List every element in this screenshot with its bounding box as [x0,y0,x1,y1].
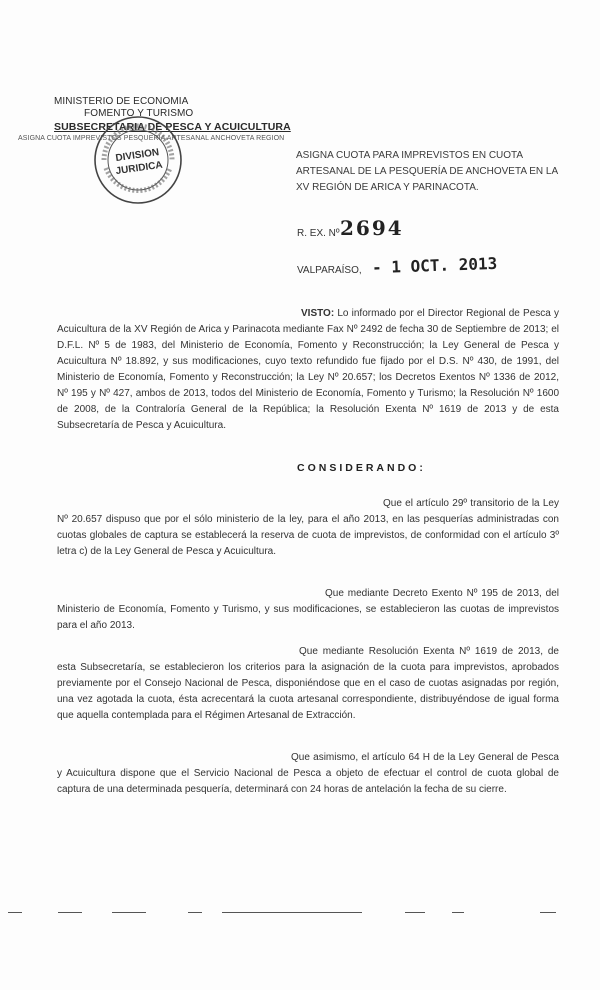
stamp-text-division: DIVISION [114,147,160,165]
header-reference: ASIGNA CUOTA IMPREVISTOS PESQUERIA ARTESANAL ANCHOVETA REGION [18,135,285,142]
footer-rule [222,912,362,913]
visto-label: VISTO: [301,308,335,319]
resolution-label: R. EX. Nº [297,228,340,239]
considerando-paragraph-2: Que mediante Decreto Exento Nº 195 de 2013, del Ministerio de Economía, Fomento y Turismo, y sus modificaciones, se establecieron las cuotas de imprevistos para el año 2013. [57,588,559,631]
footer-rule [112,912,146,913]
resolution-number: 2694 [340,216,404,240]
considerando-paragraph-3: Que mediante Resolución Exenta Nº 1619 de 2013, de esta Subsecretaría, se establecieron los criterios para la asignación de la cuota para imprevistos, aprobados previamente por el Consejo Nacional de Pesca, disponiéndose que en el caso de cuotas asignadas por región, una vez agotada la cuota, ésta acrecentará la cuota artesanal correspondiente, distribuyéndose de igual forma que aquella contemplada para el Régimen Artesanal de Extracción. [57,646,559,721]
undersecretariat-name: SUBSECRETARIA DE PESCA Y ACUICULTURA [54,121,291,133]
footer-rule [188,912,202,913]
considerando-paragraph-4: Que asimismo, el artículo 64 H de la Ley General de Pesca y Acuicultura dispone que el Servicio Nacional de Pesca a objeto de efectuar el control de cuota global de captura de una determinada pesquería, determinará con 24 horas de antelación la fecha de su cierre. [57,752,559,795]
visto-text: Lo informado por el Director Regional de Pesca y Acuicultura de la XV Región de Arica y Parinacota mediante Fax Nº 2492 de fecha 30 de Septiembre de 2013; el D.F.L. Nº 5 de 1983, del Ministerio de Economía, Fomento y Reconstrucción; la Ley General de Pesca y Acuicultura Nº 18.892, y sus modificaciones, cuyo texto refundido fue fijado por el D.S. Nº 430, de 1991, del Ministerio de Economía, Fomento y Reconstrucción; la Ley Nº 20.657; los Decretos Exentos Nº 1336 de 2012, Nº 195 y Nº 427, ambos de 2013, todos del Ministerio de Economía, Fomento y Turismo; la Resolución Nº 1600 de 2008, de la Contraloría General de la República; la Resolución Exenta Nº 1619 de 2013 y de esta Subsecretaría de Pesca y Acuicultura. [57,308,559,431]
stamp-text-juridica: JURIDICA [115,159,164,178]
footer-rule [540,912,556,913]
division-juridica-stamp [92,114,184,206]
resolution-subject: ASIGNA CUOTA PARA IMPREVISTOS EN CUOTA ARTESANAL DE LA PESQUERÍA DE ANCHOVETA EN LA XV REGIÓN DE ARICA Y PARINACOTA. [296,150,558,193]
footer-rule [58,912,82,913]
footer-rule [452,912,464,913]
ministry-subname: FOMENTO Y TURISMO [84,108,194,119]
footer-rule [8,912,22,913]
considerando-heading: CONSIDERANDO: [297,462,426,474]
place: VALPARAÍSO, [297,265,362,276]
date-stamp: - 1 OCT. 2013 [371,253,498,278]
footer-rule [405,912,425,913]
visto-paragraph [57,306,559,434]
ministry-name: MINISTERIO DE ECONOMIA [54,96,189,107]
considerando-paragraph-1: Que el artículo 29º transitorio de la Ley Nº 20.657 dispuso que por el sólo ministerio de la ley, para el año 2013, en las pesquerías administradas con cuotas globales de captura se establecerá la reserva de cuota de imprevistos, de conformidad con el artículo 3º letra c) de la Ley General de Pesca y Acuicultura. [57,498,559,557]
